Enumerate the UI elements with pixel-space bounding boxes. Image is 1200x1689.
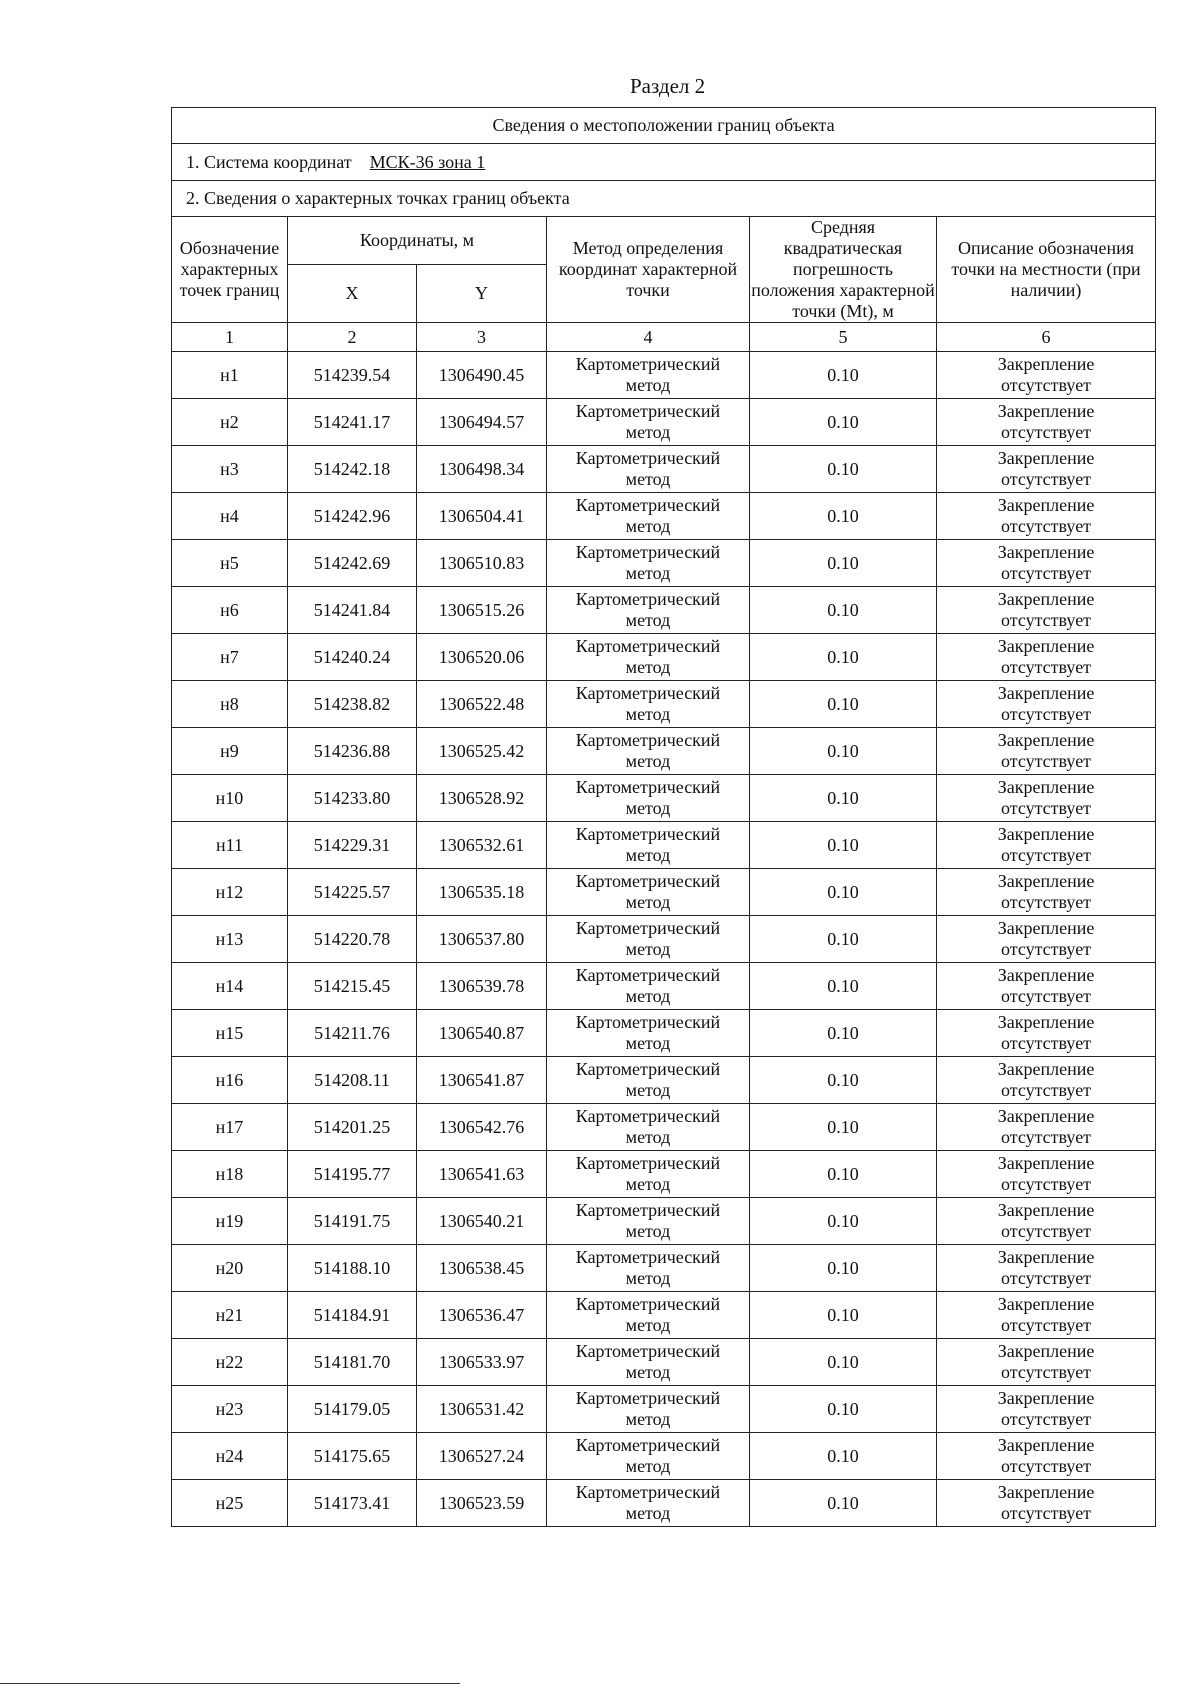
point-x: 514173.41	[288, 1480, 417, 1527]
description-line2: отсутствует	[1001, 1268, 1092, 1288]
table-row	[172, 634, 1156, 681]
description	[937, 775, 1156, 822]
point-id: н10	[172, 775, 288, 822]
description	[937, 399, 1156, 446]
description	[937, 1057, 1156, 1104]
method-line1: Картометрический	[575, 1200, 721, 1220]
point-id: н14	[172, 963, 288, 1010]
description-line1: Закрепление	[997, 1294, 1095, 1314]
boundary-points-table	[171, 107, 1156, 1527]
table-row	[172, 1151, 1156, 1198]
table-row	[172, 540, 1156, 587]
point-mt: 0.10	[750, 634, 937, 681]
method	[547, 634, 750, 681]
method	[547, 540, 750, 587]
point-x: 514239.54	[288, 352, 417, 399]
point-mt: 0.10	[750, 446, 937, 493]
method-line2: метод	[625, 1221, 671, 1241]
description	[937, 681, 1156, 728]
description-line2: отсутствует	[1001, 657, 1092, 677]
header-y: Y	[417, 265, 547, 323]
method-line2: метод	[625, 516, 671, 536]
point-mt: 0.10	[750, 1339, 937, 1386]
description-line2: отсутствует	[1001, 1362, 1092, 1382]
description-line2: отсутствует	[1001, 1174, 1092, 1194]
method-line1: Картометрический	[575, 448, 721, 468]
point-x: 514201.25	[288, 1104, 417, 1151]
column-number: 3	[417, 323, 547, 352]
method-line1: Картометрический	[575, 1247, 721, 1267]
method-line2: метод	[625, 798, 671, 818]
method-line1: Картометрический	[575, 354, 721, 374]
point-y: 1306527.24	[417, 1433, 547, 1480]
description-line2: отсутствует	[1001, 798, 1092, 818]
point-y: 1306525.42	[417, 728, 547, 775]
description-line2: отсутствует	[1001, 469, 1092, 489]
point-y: 1306538.45	[417, 1245, 547, 1292]
method	[547, 1104, 750, 1151]
point-id: н6	[172, 587, 288, 634]
method	[547, 916, 750, 963]
method-line1: Картометрический	[575, 730, 721, 750]
point-mt: 0.10	[750, 728, 937, 775]
method	[547, 493, 750, 540]
table-row	[172, 1339, 1156, 1386]
method-line1: Картометрический	[575, 918, 721, 938]
point-id: н15	[172, 1010, 288, 1057]
method-line1: Картометрический	[575, 824, 721, 844]
method-line1: Картометрический	[575, 1388, 721, 1408]
description	[937, 1292, 1156, 1339]
method-line1: Картометрический	[575, 871, 721, 891]
description-line1: Закрепление	[997, 1247, 1095, 1267]
table-row	[172, 681, 1156, 728]
table-row	[172, 1386, 1156, 1433]
method-line2: метод	[625, 1080, 671, 1100]
point-y: 1306515.26	[417, 587, 547, 634]
point-id: н20	[172, 1245, 288, 1292]
table-row	[172, 1480, 1156, 1527]
point-y: 1306535.18	[417, 869, 547, 916]
table-row	[172, 728, 1156, 775]
point-y: 1306541.63	[417, 1151, 547, 1198]
description-line2: отсутствует	[1001, 375, 1092, 395]
point-x: 514238.82	[288, 681, 417, 728]
description-line2: отсутствует	[1001, 1409, 1092, 1429]
description-line2: отсутствует	[1001, 1127, 1092, 1147]
method-line2: метод	[625, 1456, 671, 1476]
method	[547, 399, 750, 446]
method-line2: метод	[625, 1315, 671, 1335]
table-row	[172, 916, 1156, 963]
description	[937, 1339, 1156, 1386]
method	[547, 1339, 750, 1386]
description	[937, 446, 1156, 493]
table-row	[172, 1245, 1156, 1292]
point-x: 514175.65	[288, 1433, 417, 1480]
description	[937, 1151, 1156, 1198]
point-x: 514240.24	[288, 634, 417, 681]
method	[547, 1245, 750, 1292]
point-x: 514211.76	[288, 1010, 417, 1057]
point-y: 1306528.92	[417, 775, 547, 822]
point-mt: 0.10	[750, 1245, 937, 1292]
method-line2: метод	[625, 1268, 671, 1288]
table-row	[172, 1057, 1156, 1104]
description	[937, 587, 1156, 634]
point-mt: 0.10	[750, 963, 937, 1010]
description	[937, 1198, 1156, 1245]
method	[547, 963, 750, 1010]
method-line1: Картометрический	[575, 1482, 721, 1502]
header-method: Метод определения координат характерной точки	[547, 217, 750, 323]
description-line1: Закрепление	[997, 824, 1095, 844]
method	[547, 1198, 750, 1245]
point-mt: 0.10	[750, 587, 937, 634]
description	[937, 916, 1156, 963]
point-y: 1306510.83	[417, 540, 547, 587]
description-line1: Закрепление	[997, 730, 1095, 750]
point-x: 514242.18	[288, 446, 417, 493]
point-mt: 0.10	[750, 493, 937, 540]
point-id: н22	[172, 1339, 288, 1386]
method-line1: Картометрический	[575, 965, 721, 985]
point-x: 514233.80	[288, 775, 417, 822]
point-x: 514242.96	[288, 493, 417, 540]
table-row	[172, 1104, 1156, 1151]
description-line2: отсутствует	[1001, 563, 1092, 583]
point-id: н23	[172, 1386, 288, 1433]
method	[547, 728, 750, 775]
point-y: 1306540.87	[417, 1010, 547, 1057]
point-y: 1306539.78	[417, 963, 547, 1010]
bottom-divider	[0, 1683, 460, 1684]
description-line1: Закрепление	[997, 683, 1095, 703]
point-id: н21	[172, 1292, 288, 1339]
description-line1: Закрепление	[997, 448, 1095, 468]
description-line2: отсутствует	[1001, 986, 1092, 1006]
description-line2: отсутствует	[1001, 1080, 1092, 1100]
header-description: Описание обозначения точки на местности (при наличии)	[937, 217, 1156, 323]
point-x: 514184.91	[288, 1292, 417, 1339]
point-id: н5	[172, 540, 288, 587]
table-row	[172, 446, 1156, 493]
point-x: 514179.05	[288, 1386, 417, 1433]
method-line2: метод	[625, 1362, 671, 1382]
point-id: н9	[172, 728, 288, 775]
point-y: 1306520.06	[417, 634, 547, 681]
point-mt: 0.10	[750, 1151, 937, 1198]
point-id: н4	[172, 493, 288, 540]
description-line1: Закрепление	[997, 871, 1095, 891]
point-id: н7	[172, 634, 288, 681]
point-y: 1306536.47	[417, 1292, 547, 1339]
table-row	[172, 493, 1156, 540]
column-number: 2	[288, 323, 417, 352]
point-y: 1306523.59	[417, 1480, 547, 1527]
point-y: 1306531.42	[417, 1386, 547, 1433]
description-line1: Закрепление	[997, 495, 1095, 515]
method-line1: Картометрический	[575, 777, 721, 797]
point-x: 514191.75	[288, 1198, 417, 1245]
point-mt: 0.10	[750, 1433, 937, 1480]
table-row	[172, 399, 1156, 446]
description-line1: Закрепление	[997, 1012, 1095, 1032]
point-id: н16	[172, 1057, 288, 1104]
description-line2: отсутствует	[1001, 892, 1092, 912]
column-number: 6	[937, 323, 1156, 352]
point-x: 514229.31	[288, 822, 417, 869]
point-y: 1306504.41	[417, 493, 547, 540]
table-row	[172, 1198, 1156, 1245]
description-line1: Закрепление	[997, 1388, 1095, 1408]
column-number: 1	[172, 323, 288, 352]
point-mt: 0.10	[750, 916, 937, 963]
description-line2: отсутствует	[1001, 1456, 1092, 1476]
method	[547, 1480, 750, 1527]
method-line2: метод	[625, 469, 671, 489]
description-line1: Закрепление	[997, 1153, 1095, 1173]
point-x: 514188.10	[288, 1245, 417, 1292]
description	[937, 1433, 1156, 1480]
method-line2: метод	[625, 422, 671, 442]
method-line2: метод	[625, 657, 671, 677]
header-x: X	[288, 265, 417, 323]
table-row	[172, 822, 1156, 869]
method-line2: метод	[625, 845, 671, 865]
description-line1: Закрепление	[997, 636, 1095, 656]
point-mt: 0.10	[750, 1480, 937, 1527]
table-row	[172, 775, 1156, 822]
points-label: 2. Сведения о характерных точках границ объекта	[172, 181, 1156, 217]
point-id: н17	[172, 1104, 288, 1151]
method-line2: метод	[625, 986, 671, 1006]
method-line2: метод	[625, 892, 671, 912]
method-line2: метод	[625, 1174, 671, 1194]
table-row	[172, 587, 1156, 634]
description-line2: отсутствует	[1001, 939, 1092, 959]
table-row	[172, 963, 1156, 1010]
point-id: н24	[172, 1433, 288, 1480]
description-line2: отсутствует	[1001, 516, 1092, 536]
method	[547, 869, 750, 916]
description-line1: Закрепление	[997, 1435, 1095, 1455]
coord-system-label: 1. Система координат	[186, 151, 352, 172]
point-y: 1306498.34	[417, 446, 547, 493]
method	[547, 1292, 750, 1339]
point-id: н13	[172, 916, 288, 963]
point-mt: 0.10	[750, 681, 937, 728]
table-row	[172, 1292, 1156, 1339]
description-line1: Закрепление	[997, 1059, 1095, 1079]
description	[937, 634, 1156, 681]
description	[937, 1104, 1156, 1151]
description-line1: Закрепление	[997, 542, 1095, 562]
point-mt: 0.10	[750, 1010, 937, 1057]
method	[547, 1386, 750, 1433]
description	[937, 728, 1156, 775]
description-line2: отсутствует	[1001, 1221, 1092, 1241]
description-line1: Закрепление	[997, 965, 1095, 985]
description	[937, 869, 1156, 916]
description-line1: Закрепление	[997, 777, 1095, 797]
point-mt: 0.10	[750, 1198, 937, 1245]
method-line1: Картометрический	[575, 1341, 721, 1361]
description-line1: Закрепление	[997, 918, 1095, 938]
method-line2: метод	[625, 751, 671, 771]
point-x: 514195.77	[288, 1151, 417, 1198]
point-mt: 0.10	[750, 352, 937, 399]
table-title: Сведения о местоположении границ объекта	[172, 108, 1156, 144]
point-x: 514181.70	[288, 1339, 417, 1386]
column-number: 4	[547, 323, 750, 352]
table-row	[172, 869, 1156, 916]
point-x: 514241.84	[288, 587, 417, 634]
method-line2: метод	[625, 1033, 671, 1053]
method	[547, 352, 750, 399]
method-line1: Картометрический	[575, 1106, 721, 1126]
method	[547, 587, 750, 634]
method	[547, 681, 750, 728]
method	[547, 1433, 750, 1480]
point-mt: 0.10	[750, 869, 937, 916]
table-row	[172, 1010, 1156, 1057]
method	[547, 1151, 750, 1198]
point-id: н18	[172, 1151, 288, 1198]
method	[547, 446, 750, 493]
description-line2: отсутствует	[1001, 1315, 1092, 1335]
point-mt: 0.10	[750, 822, 937, 869]
point-y: 1306490.45	[417, 352, 547, 399]
point-x: 514215.45	[288, 963, 417, 1010]
method-line1: Картометрический	[575, 1435, 721, 1455]
point-mt: 0.10	[750, 540, 937, 587]
point-x: 514208.11	[288, 1057, 417, 1104]
description	[937, 493, 1156, 540]
method	[547, 1057, 750, 1104]
description-line2: отсутствует	[1001, 610, 1092, 630]
method-line2: метод	[625, 939, 671, 959]
method-line1: Картометрический	[575, 1153, 721, 1173]
point-id: н2	[172, 399, 288, 446]
description-line1: Закрепление	[997, 401, 1095, 421]
point-id: н11	[172, 822, 288, 869]
description-line1: Закрепление	[997, 1341, 1095, 1361]
method-line1: Картометрический	[575, 495, 721, 515]
description-line2: отсутствует	[1001, 1503, 1092, 1523]
point-y: 1306522.48	[417, 681, 547, 728]
method-line2: метод	[625, 1127, 671, 1147]
method	[547, 1010, 750, 1057]
point-mt: 0.10	[750, 775, 937, 822]
point-y: 1306532.61	[417, 822, 547, 869]
coord-system-value: МСК-36 зона 1	[369, 151, 486, 172]
description	[937, 352, 1156, 399]
method-line1: Картометрический	[575, 589, 721, 609]
point-id: н25	[172, 1480, 288, 1527]
method-line2: метод	[625, 1503, 671, 1523]
point-y: 1306494.57	[417, 399, 547, 446]
method-line2: метод	[625, 610, 671, 630]
column-number: 5	[750, 323, 937, 352]
method-line1: Картометрический	[575, 401, 721, 421]
header-coords: Координаты, м	[288, 217, 547, 265]
method-line2: метод	[625, 1409, 671, 1429]
description-line2: отсутствует	[1001, 845, 1092, 865]
method-line1: Картометрический	[575, 1294, 721, 1314]
table-row	[172, 1433, 1156, 1480]
method	[547, 822, 750, 869]
description-line2: отсутствует	[1001, 1033, 1092, 1053]
method	[547, 775, 750, 822]
point-y: 1306540.21	[417, 1198, 547, 1245]
description	[937, 963, 1156, 1010]
point-x: 514242.69	[288, 540, 417, 587]
table-row	[172, 352, 1156, 399]
method-line1: Картометрический	[575, 683, 721, 703]
point-x: 514241.17	[288, 399, 417, 446]
description	[937, 1245, 1156, 1292]
point-mt: 0.10	[750, 1104, 937, 1151]
description	[937, 1386, 1156, 1433]
description-line2: отсутствует	[1001, 751, 1092, 771]
header-accuracy: Средняя квадратическая погрешность положения характерной точки (Mt), м	[751, 217, 935, 321]
method-line2: метод	[625, 375, 671, 395]
point-x: 514225.57	[288, 869, 417, 916]
method-line2: метод	[625, 704, 671, 724]
point-id: н8	[172, 681, 288, 728]
description-line1: Закрепление	[997, 1482, 1095, 1502]
point-mt: 0.10	[750, 399, 937, 446]
point-y: 1306541.87	[417, 1057, 547, 1104]
coord-system-row	[172, 144, 1156, 181]
description-line2: отсутствует	[1001, 704, 1092, 724]
point-id: н1	[172, 352, 288, 399]
method-line1: Картометрический	[575, 542, 721, 562]
point-x: 514220.78	[288, 916, 417, 963]
description	[937, 1480, 1156, 1527]
method-line2: метод	[625, 563, 671, 583]
point-id: н3	[172, 446, 288, 493]
description-line1: Закрепление	[997, 1106, 1095, 1126]
header-designation: Обозначение характерных точек границ	[172, 217, 288, 323]
point-id: н12	[172, 869, 288, 916]
description	[937, 822, 1156, 869]
description-line1: Закрепление	[997, 589, 1095, 609]
description	[937, 1010, 1156, 1057]
point-mt: 0.10	[750, 1292, 937, 1339]
method-line1: Картометрический	[575, 1059, 721, 1079]
point-x: 514236.88	[288, 728, 417, 775]
description-line2: отсутствует	[1001, 422, 1092, 442]
point-y: 1306542.76	[417, 1104, 547, 1151]
description	[937, 540, 1156, 587]
method-line1: Картометрический	[575, 1012, 721, 1032]
point-mt: 0.10	[750, 1057, 937, 1104]
method-line1: Картометрический	[575, 636, 721, 656]
description-line1: Закрепление	[997, 1200, 1095, 1220]
point-id: н19	[172, 1198, 288, 1245]
description-line1: Закрепление	[997, 354, 1095, 374]
point-mt: 0.10	[750, 1386, 937, 1433]
point-y: 1306537.80	[417, 916, 547, 963]
section-title: Раздел 2	[630, 74, 706, 98]
point-y: 1306533.97	[417, 1339, 547, 1386]
